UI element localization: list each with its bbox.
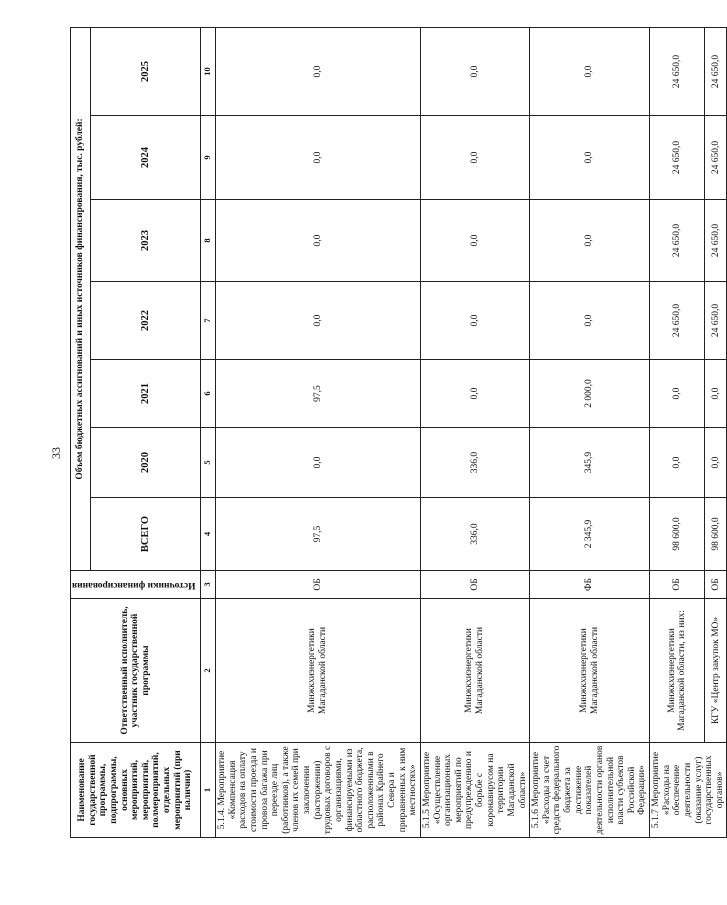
header-year: 2021 bbox=[91, 360, 201, 428]
row-value: 0,0 bbox=[420, 116, 529, 200]
row-value: 0,0 bbox=[530, 282, 650, 360]
col-number: 6 bbox=[201, 360, 216, 428]
row-value: 0,0 bbox=[650, 360, 705, 428]
row-value: 2 000,0 bbox=[530, 360, 650, 428]
col-number: 4 bbox=[201, 498, 216, 571]
row-value: 0,0 bbox=[705, 428, 727, 498]
row-executor: Минжкхиэнергетики Магаданской области, из них: bbox=[650, 599, 705, 743]
header-year: 2023 bbox=[91, 200, 201, 282]
row-value: 24 650,0 bbox=[650, 200, 705, 282]
header-year: 2025 bbox=[91, 28, 201, 116]
row-value: 0,0 bbox=[530, 28, 650, 116]
header-name: Наименование государственной программы, подпрограммы, основных мероприятий, мероприятий, полмероприятий, отдельных мероприятий (при наличии) bbox=[71, 743, 201, 838]
header-year: ВСЕГО bbox=[91, 498, 201, 571]
row-value: 24 650,0 bbox=[705, 282, 727, 360]
table-row bbox=[530, 28, 650, 838]
header-year: 2022 bbox=[91, 282, 201, 360]
row-source: ОБ bbox=[420, 571, 529, 599]
budget-table bbox=[70, 27, 727, 838]
row-value: 0,0 bbox=[420, 360, 529, 428]
header-year: 2024 bbox=[91, 116, 201, 200]
col-number: 9 bbox=[201, 116, 216, 200]
col-number: 8 bbox=[201, 200, 216, 282]
table-row bbox=[216, 28, 421, 838]
row-value: 24 650,0 bbox=[650, 116, 705, 200]
row-value: 0,0 bbox=[216, 428, 421, 498]
row-value: 0,0 bbox=[216, 200, 421, 282]
row-value: 0,0 bbox=[530, 200, 650, 282]
row-value: 336,0 bbox=[420, 428, 529, 498]
row-executor: Минжкхиэнергетики Магаданской области bbox=[216, 599, 421, 743]
row-value: 97,5 bbox=[216, 498, 421, 571]
row-value: 345,9 bbox=[530, 428, 650, 498]
row-value: 24 650,0 bbox=[650, 28, 705, 116]
row-value: 24 650,0 bbox=[705, 28, 727, 116]
col-number: 1 bbox=[201, 743, 216, 838]
row-value: 24 650,0 bbox=[650, 282, 705, 360]
row-value: 24 650,0 bbox=[705, 200, 727, 282]
page-number: 33 bbox=[49, 447, 63, 459]
col-number: 10 bbox=[201, 28, 216, 116]
row-value: 0,0 bbox=[216, 116, 421, 200]
col-number: 5 bbox=[201, 428, 216, 498]
row-value: 98 600,0 bbox=[705, 498, 727, 571]
row-value: 0,0 bbox=[650, 428, 705, 498]
row-value: 2 345,9 bbox=[530, 498, 650, 571]
col-number: 3 bbox=[201, 571, 216, 599]
row-name: 5.1.4. Мероприятие «Компенсация расходов на оплату стоимости проезда и провоза багажа при переезде лиц (работников), а также членов их семей при заключении (расторжении) трудовых договоров с организациями, финансируемыми из областного бюджета, расположенными в районах Крайнего Севера и приравненных к ним местностях» bbox=[216, 743, 421, 838]
row-source: ОБ bbox=[216, 571, 421, 599]
row-value: 0,0 bbox=[216, 282, 421, 360]
row-source: ОБ bbox=[705, 571, 727, 599]
table-row bbox=[420, 28, 529, 838]
header-year: 2020 bbox=[91, 428, 201, 498]
column-number-row bbox=[201, 28, 216, 838]
row-name: 5.1.5 Мероприятие «Осуществление организационных мероприятий по предупреждению и борьбе с коронавирусом на территории Магаданской области» bbox=[420, 743, 529, 838]
row-value: 0,0 bbox=[420, 282, 529, 360]
row-value: 0,0 bbox=[420, 28, 529, 116]
row-value: 97,5 bbox=[216, 360, 421, 428]
col-number: 7 bbox=[201, 282, 216, 360]
row-executor: КГУ «Центр закупок МО» bbox=[705, 599, 727, 743]
col-number: 2 bbox=[201, 599, 216, 743]
row-name: 5.1.6 Мероприятие «Расходы за счет средств федерального бюджета за достижение показателей деятельности органов исполнительной власти субъектов Российской Федерации» bbox=[530, 743, 650, 838]
row-value: 336,0 bbox=[420, 498, 529, 571]
row-source: ОБ bbox=[650, 571, 705, 599]
header-source: Источники финансирования bbox=[71, 571, 201, 599]
table-row bbox=[705, 28, 727, 838]
row-value: 98 600,0 bbox=[650, 498, 705, 571]
header-funding: Объем бюджетных ассигнований и иных источников финансирования, тыс. рублей: bbox=[71, 28, 91, 571]
header-executor: Ответственный исполнитель, участник государственной программы bbox=[71, 599, 201, 743]
row-value: 24 650,0 bbox=[705, 116, 727, 200]
row-executor: Минжкхиэнергетики Магаданской области bbox=[530, 599, 650, 743]
table-row bbox=[650, 28, 705, 838]
row-value: 0,0 bbox=[216, 28, 421, 116]
row-value: 0,0 bbox=[705, 360, 727, 428]
row-value: 0,0 bbox=[420, 200, 529, 282]
row-name: 5.1.7 Мероприятие «Расходы на обеспечение деятельности (оказание услуг) государственных органов» bbox=[650, 743, 727, 838]
rotated-table-page bbox=[70, 28, 725, 838]
row-value: 0,0 bbox=[530, 116, 650, 200]
row-source: ФБ bbox=[530, 571, 650, 599]
row-executor: Минжкхиэнергетики Магаданской области bbox=[420, 599, 529, 743]
